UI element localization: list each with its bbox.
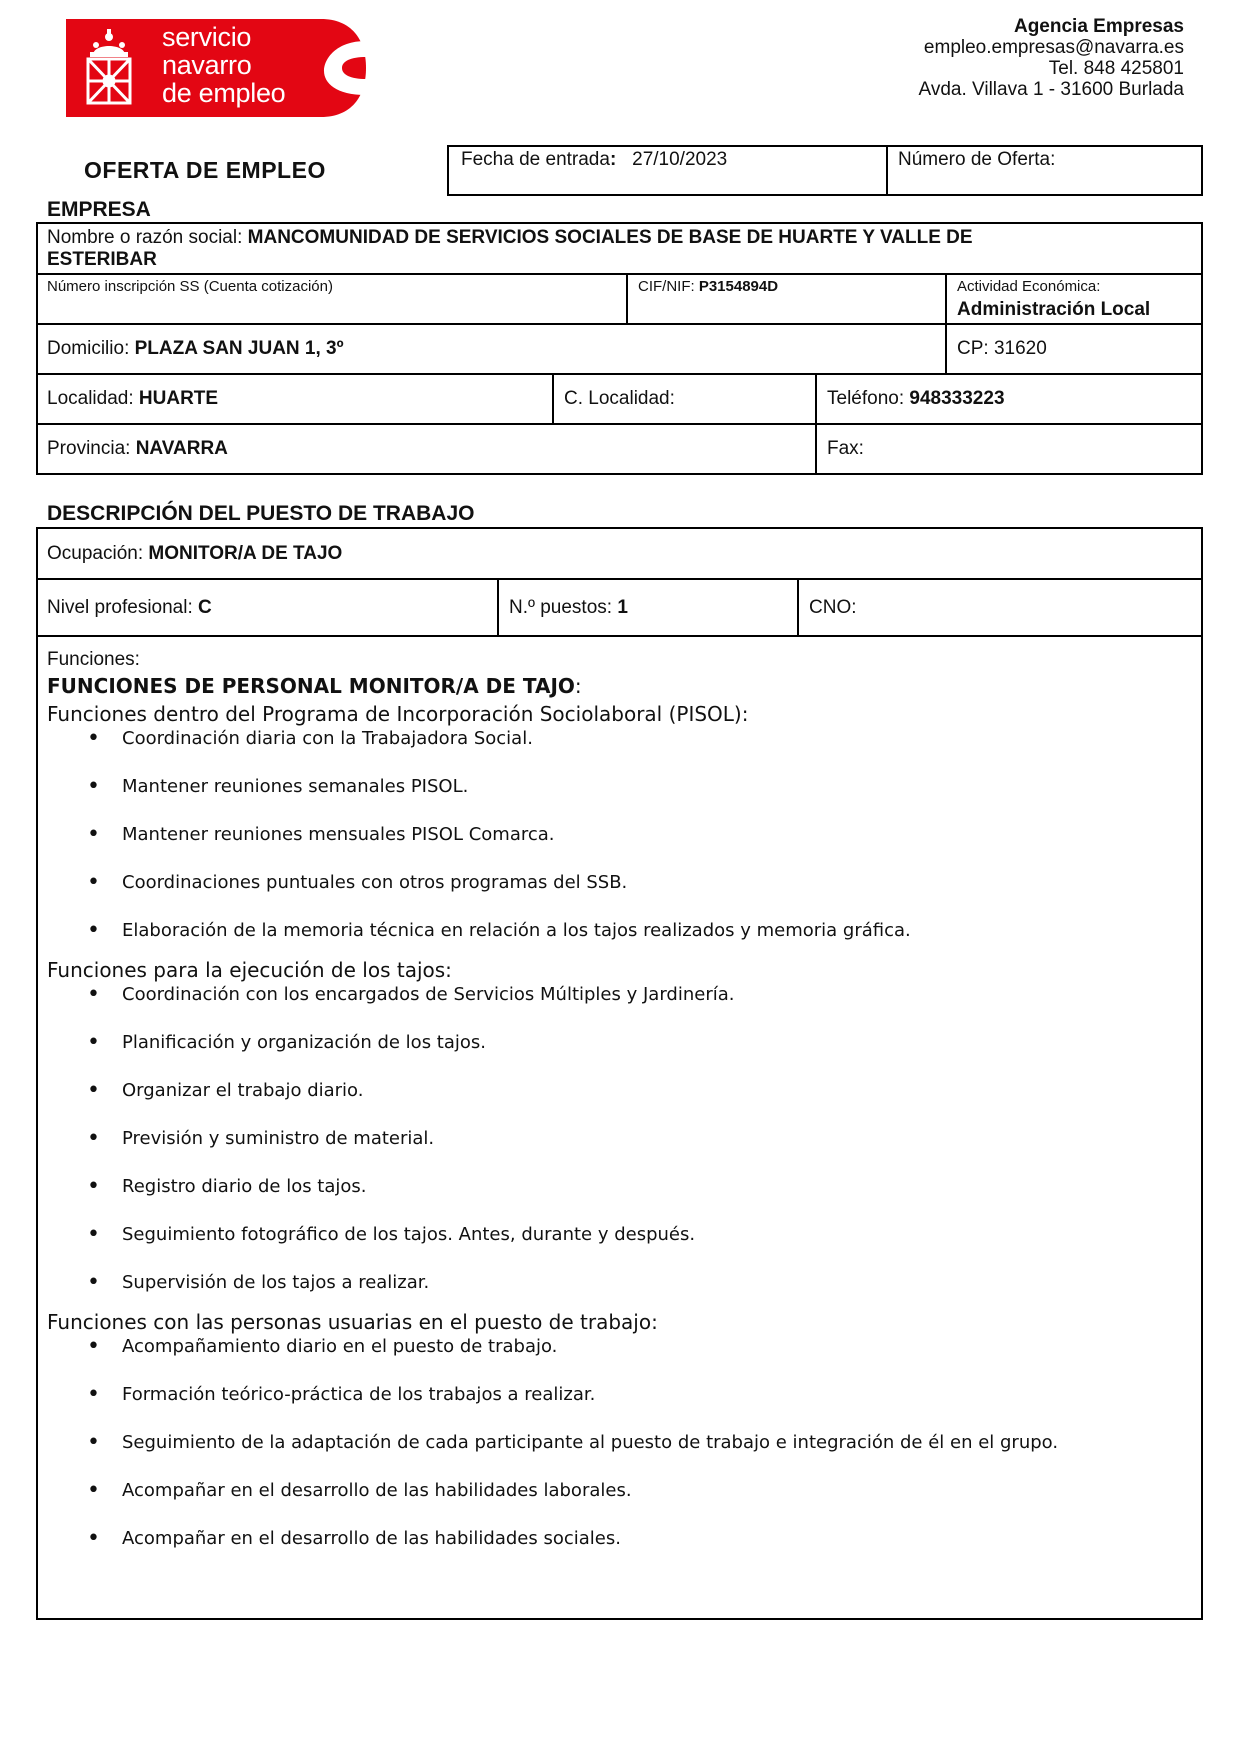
function-group-heading: Funciones dentro del Programa de Incorporación Sociolaboral (PISOL): <box>47 702 749 726</box>
functions-title-colon: : <box>574 674 582 698</box>
function-item: • Mantener reuniones mensuales PISOL Comarca. <box>47 824 1187 846</box>
function-item: • Acompañamiento diario en el puesto de trabajo. <box>47 1336 1187 1358</box>
entry-date-colon: : <box>609 149 617 170</box>
function-group-heading: Funciones para la ejecución de los tajos: <box>47 958 452 982</box>
function-item: • Planificación y organización de los tajos. <box>47 1032 1187 1054</box>
logo-line-1: servicio <box>162 22 252 52</box>
function-item: • Coordinación con los encargados de Servicios Múltiples y Jardinería. <box>47 984 1187 1006</box>
function-item: • Previsión y suministro de material. <box>47 1128 1187 1150</box>
logo-line-2: navarro <box>162 50 252 80</box>
company-name-field <box>47 227 1187 271</box>
phone-field <box>827 388 1005 410</box>
functions-block <box>47 648 1187 1564</box>
address-label: Domicilio: <box>47 338 135 359</box>
divider <box>36 578 1203 580</box>
fax-label: Fax: <box>827 438 864 459</box>
agency-title: Agencia Empresas <box>1013 16 1184 37</box>
activity-label: Actividad Económica: <box>957 278 1101 295</box>
job-section-title: DESCRIPCIÓN DEL PUESTO DE TRABAJO <box>47 502 475 525</box>
address-field <box>47 338 344 360</box>
functions-title <box>47 672 1187 700</box>
function-item: • Registro diario de los tajos. <box>47 1176 1187 1198</box>
occupation-field <box>47 543 342 565</box>
locality-value: HUARTE <box>138 388 219 409</box>
logo-wordmark <box>162 23 285 107</box>
occupation-value: MONITOR/A DE TAJO <box>148 543 343 564</box>
entry-date-field <box>461 149 727 171</box>
company-name-label: Nombre o razón social: <box>47 227 248 248</box>
function-item: • Formación teórico-práctica de los trabajos a realizar. <box>47 1384 1187 1406</box>
locality-label: Localidad: <box>47 388 139 409</box>
locality-code-label: C. Localidad: <box>564 388 675 409</box>
divider <box>815 373 817 475</box>
divider <box>945 273 947 373</box>
function-item: • Mantener reuniones semanales PISOL. <box>47 776 1187 798</box>
province-field <box>47 438 228 460</box>
positions-field <box>509 597 628 619</box>
ss-number-label: Número inscripción SS (Cuenta cotización) <box>47 278 333 295</box>
phone-value: 948333223 <box>909 388 1005 409</box>
agency-address: Avda. Villava 1 - 31600 Burlada <box>918 79 1184 100</box>
cif-value: P3154894D <box>698 278 779 295</box>
divider <box>36 273 1203 275</box>
agency-email[interactable]: empleo.empresas@navarra.es <box>923 37 1184 58</box>
province-value: NAVARRA <box>135 438 228 459</box>
function-item: • Elaboración de la memoria técnica en relación a los tajos realizados y memoria gráfica. <box>47 920 1187 942</box>
cif-field <box>638 278 778 296</box>
function-groups <box>47 700 1187 1550</box>
entry-date-label: Fecha de entrada <box>461 149 610 170</box>
functions-label: Funciones: <box>47 649 140 670</box>
cno-label: CNO: <box>809 597 857 618</box>
functions-title-text: FUNCIONES DE PERSONAL MONITOR/A DE TAJO <box>47 674 575 698</box>
company-name-line2: ESTERIBAR <box>47 249 157 270</box>
function-item: • Coordinación diaria con la Trabajadora Social. <box>47 728 1187 750</box>
function-item: • Seguimiento de la adaptación de cada participante al puesto de trabajo e integración de él en el grupo. <box>47 1432 1187 1454</box>
company-section-title: EMPRESA <box>47 198 151 221</box>
divider <box>497 578 499 635</box>
locality-field <box>47 388 218 410</box>
agency-phone: Tel. 848 425801 <box>1048 58 1184 79</box>
function-list <box>47 1336 1187 1550</box>
function-item: • Acompañar en el desarrollo de las habilidades sociales. <box>47 1528 1187 1550</box>
postal-code-value: 31620 <box>993 338 1047 359</box>
divider <box>36 423 1203 425</box>
function-list <box>47 984 1187 1294</box>
phone-label: Teléfono: <box>827 388 910 409</box>
function-group-heading: Funciones con las personas usuarias en el puesto de trabajo: <box>47 1310 658 1334</box>
servicio-navarro-empleo-logo <box>66 19 366 117</box>
divider <box>36 323 1203 325</box>
level-field <box>47 597 212 619</box>
positions-label: N.º puestos: <box>509 597 618 618</box>
activity-value: Administración Local <box>957 299 1151 320</box>
cif-label: CIF/NIF: <box>638 278 699 295</box>
offer-number-label: Número de Oferta: <box>898 149 1056 170</box>
province-label: Provincia: <box>47 438 136 459</box>
function-item: • Acompañar en el desarrollo de las habilidades laborales. <box>47 1480 1187 1502</box>
divider <box>552 373 554 423</box>
divider <box>36 373 1203 375</box>
function-item: • Supervisión de los tajos a realizar. <box>47 1272 1187 1294</box>
divider <box>886 145 888 196</box>
function-item: • Seguimiento fotográfico de los tajos. Antes, durante y después. <box>47 1224 1187 1246</box>
entry-date-value: 27/10/2023 <box>632 149 728 170</box>
divider <box>626 273 628 323</box>
occupation-label: Ocupación: <box>47 543 149 564</box>
address-value: PLAZA SAN JUAN 1, 3º <box>134 338 344 359</box>
divider <box>36 635 1203 637</box>
agency-contact <box>919 16 1184 100</box>
level-label: Nivel profesional: <box>47 597 199 618</box>
positions-value: 1 <box>617 597 628 618</box>
company-name-line1: MANCOMUNIDAD DE SERVICIOS SOCIALES DE BASE DE HUARTE Y VALLE DE <box>247 227 973 248</box>
postal-code-field <box>957 338 1047 360</box>
postal-code-label: CP: <box>957 338 994 359</box>
divider <box>797 578 799 635</box>
function-item: • Coordinaciones puntuales con otros programas del SSB. <box>47 872 1187 894</box>
page-title: OFERTA DE EMPLEO <box>84 157 326 183</box>
logo-line-3: de empleo <box>162 78 286 108</box>
level-value: C <box>198 597 212 618</box>
function-item: • Organizar el trabajo diario. <box>47 1080 1187 1102</box>
function-list <box>47 728 1187 942</box>
